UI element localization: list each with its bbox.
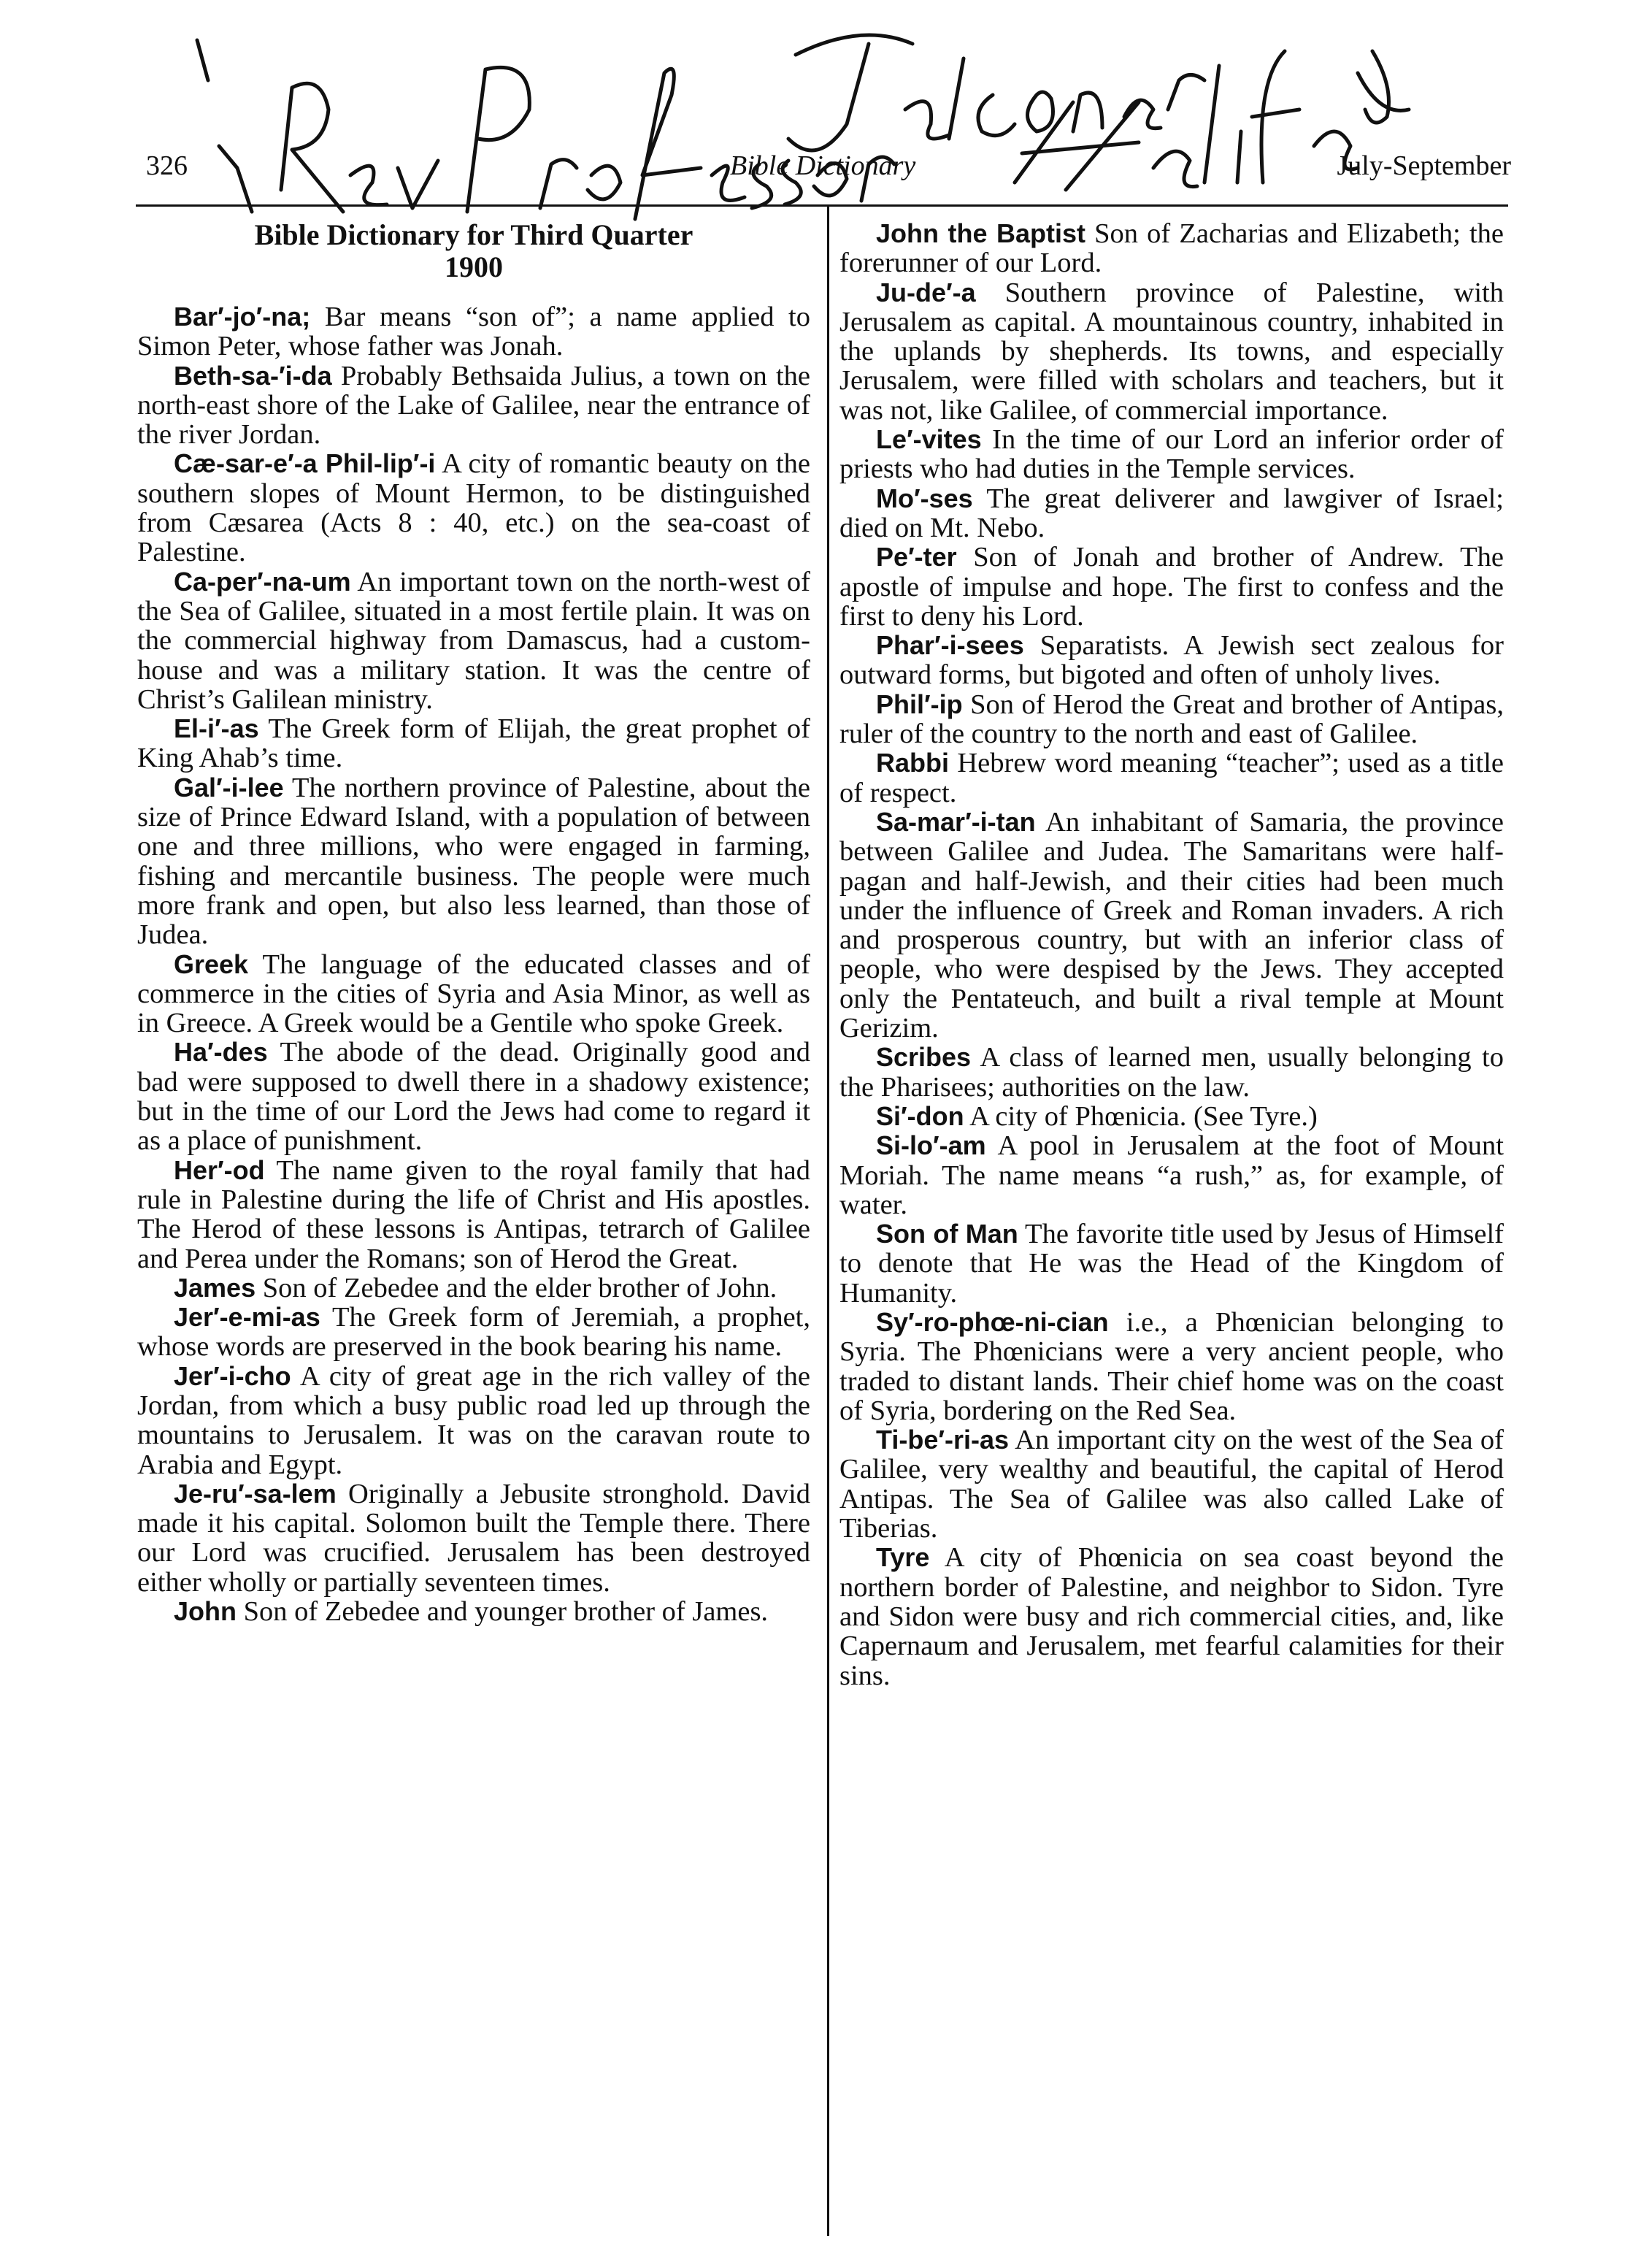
entry-headword: Bar′-jo′-na; xyxy=(174,302,311,332)
dictionary-entry xyxy=(137,302,810,361)
running-header xyxy=(146,150,1511,194)
entry-headword: Beth-sa-′i-da xyxy=(174,360,332,391)
dictionary-entry xyxy=(839,1543,1504,1690)
dictionary-entry xyxy=(839,484,1504,543)
right-column xyxy=(839,219,1504,1690)
entry-headword: Jer′-e-mi-as xyxy=(174,1302,320,1333)
entry-headword: Gal′-i-lee xyxy=(174,772,284,802)
dictionary-entry xyxy=(137,567,810,714)
dictionary-entry xyxy=(839,278,1504,425)
document-title-year: 1900 xyxy=(445,250,503,283)
dictionary-entry xyxy=(137,1362,810,1479)
entry-definition: A class of learned men, usually belonging to the Pharisees; authorities on the law. xyxy=(839,1042,1504,1103)
entry-headword: John the Baptist xyxy=(876,218,1085,248)
entry-headword: Tyre xyxy=(876,1542,930,1573)
running-title: Bible Dictionary xyxy=(730,150,916,181)
right-entries xyxy=(839,219,1504,1690)
entry-headword: Ha′-des xyxy=(174,1037,268,1068)
dictionary-entry xyxy=(839,425,1504,484)
entry-headword: Greek xyxy=(174,949,249,979)
entry-headword: James xyxy=(174,1272,256,1303)
dictionary-entry xyxy=(839,631,1504,690)
left-entries xyxy=(137,302,810,1626)
left-column xyxy=(137,219,810,1626)
page-number: 326 xyxy=(146,150,188,181)
entry-definition: Originally a Jebusite stronghold. David made it his capital. Solomon built the Temple there. There our Lord was crucified. Jerusalem has been destroyed either wholly or partially seventeen times. xyxy=(137,1478,811,1598)
dictionary-entry xyxy=(839,219,1504,278)
entry-definition: Separatists. A Jewish sect zealous for outward forms, but bigoted and often of unholy lives. xyxy=(839,630,1504,691)
entry-headword: Jer′-i-cho xyxy=(174,1360,291,1391)
dictionary-entry xyxy=(839,1425,1504,1543)
entry-definition: Bar means “son of”; a name applied to Simon Peter, whose father was Jonah. xyxy=(137,302,810,362)
entry-definition: Southern province of Palestine, with Jerusalem as capital. A mountainous country, inhabited in the uplands by shepherds. Its towns, and especially Jerusalem, were filled with scholars and teachers, but it was not, like Galilee, of commercial importance. xyxy=(839,277,1504,426)
dictionary-entry xyxy=(137,773,810,950)
entry-definition: A city of great age in the rich valley of the Jordan, from which a busy public road led up through the mountains to Jerusalem. It was on the caravan route to Arabia and Egypt. xyxy=(137,1360,810,1480)
entry-definition: An inhabitant of Samaria, the province between Galilee and Judea. The Samaritans were half-pagan and half-Jewish, and their cities had been much under the influence of Greek and Roman invaders. A rich and prosperous country, but with an inferior class of people, who were despised by the Jews. They accepted only the Pentateuch, and built a rival temple at Mount Gerizim. xyxy=(839,806,1504,1044)
entry-headword: Ti-be′-ri-as xyxy=(876,1425,1010,1455)
entry-headword: Rabbi xyxy=(876,748,950,778)
entry-definition: The northern province of Palestine, about the size of Prince Edward Island, with a population of between one and three millions, who were engaged in farming, fishing and mercantile business. The people were much more frank and open, but also less learned, than those of Judea. xyxy=(137,772,810,951)
entry-definition: Son of Zacharias and Elizabeth; the forerunner of our Lord. xyxy=(839,218,1504,279)
dictionary-entry xyxy=(137,1597,810,1626)
entry-definition: Son of Zebedee and younger brother of James. xyxy=(243,1596,769,1628)
dictionary-entry xyxy=(839,1308,1504,1425)
dictionary-entry xyxy=(137,449,810,567)
entry-definition: The abode of the dead. Originally good and bad were supposed to dwell there in a shadowy existence; but in the time of our Lord the Jews had come to regard it as a place of punishment. xyxy=(137,1037,810,1157)
dictionary-entry xyxy=(137,1273,810,1303)
entry-definition: A city of romantic beauty on the southern slopes of Mount Hermon, to be distinguished from Cæsarea (Acts 8 : 40, etc.) on the sea-coast of Palestine. xyxy=(137,448,810,568)
column-divider xyxy=(827,206,829,2236)
document-title-line1: Bible Dictionary for Third Quarter xyxy=(254,218,693,251)
dictionary-entry xyxy=(137,1479,810,1597)
entry-definition: A city of Phœnicia on sea coast beyond the northern border of Palestine, and neighbor to Sidon. Tyre and Sidon were busy and rich commercial cities, and, like Capernaum and Jerusalem, met fearful calamities for their sins. xyxy=(839,1542,1504,1691)
entry-headword: Her′-od xyxy=(174,1154,265,1185)
dictionary-entry xyxy=(137,1303,810,1362)
entry-headword: Mo′-ses xyxy=(876,483,973,513)
entry-headword: Cæ-sar-e′-a Phil-lip′-i xyxy=(174,448,436,479)
entry-definition: The great deliverer and lawgiver of Israel; died on Mt. Nebo. xyxy=(839,483,1504,543)
entry-definition: The Greek form of Jeremiah, a prophet, whose words are preserved in the book bearing his name. xyxy=(137,1302,810,1363)
entry-definition: A pool in Jerusalem at the foot of Mount Moriah. The name means “a rush,” as, for example, of water. xyxy=(839,1130,1504,1220)
entry-definition: The favorite title used by Jesus of Himself to denote that He was the Head of the Kingdom of Humanity. xyxy=(839,1219,1504,1309)
dictionary-entry xyxy=(137,950,810,1038)
entry-headword: Son of Man xyxy=(876,1219,1018,1249)
entry-definition: The Greek form of Elijah, the great prophet of King Ahab’s time. xyxy=(137,713,810,774)
header-rule xyxy=(136,204,1508,207)
entry-definition: An important city on the west of the Sea of Galilee, very wealthy and beautiful, the capital of Herod Antipas. The Sea of Galilee was also called Lake of Tiberias. xyxy=(839,1425,1504,1544)
entry-headword: Ca-per′-na-um xyxy=(174,566,351,597)
entry-headword: John xyxy=(174,1596,237,1627)
entry-headword: Scribes xyxy=(876,1042,972,1073)
entry-definition: An important town on the north-west of the Sea of Galilee, situated in a most fertile plain. It was on the commercial highway from Damascus, had a custom-house and was a military station. It was the centre of Christ’s Galilean ministry. xyxy=(137,566,810,715)
entry-definition: Son of Jonah and brother of Andrew. The apostle of impulse and hope. The first to confess and the first to deny his Lord. xyxy=(839,542,1504,632)
dictionary-entry xyxy=(839,808,1504,1043)
entry-headword: Si-lo′-am xyxy=(876,1130,986,1161)
entry-headword: Je-ru′-sa-lem xyxy=(174,1478,337,1509)
dictionary-entry xyxy=(839,1043,1504,1102)
entry-headword: Sa-mar′-i-tan xyxy=(876,806,1036,837)
entry-definition: The language of the educated classes and of commerce in the cities of Syria and Asia Minor, as well as in Greece. A Greek would be a Gentile who spoke Greek. xyxy=(137,949,810,1039)
entry-definition: i.e., a Phœnician belonging to Syria. The Phœnicians were a very ancient people, who traded to distant lands. Their chief home was on the coast of Syria, bordering on the Red Sea. xyxy=(839,1306,1504,1426)
entry-definition: Hebrew word meaning “teacher”; used as a title of respect. xyxy=(839,748,1504,808)
entry-headword: El-i′-as xyxy=(174,713,259,744)
entry-definition: A city of Phœnicia. (See Tyre.) xyxy=(969,1100,1318,1132)
dictionary-entry xyxy=(137,361,810,450)
dictionary-entry xyxy=(839,690,1504,749)
document-title xyxy=(137,219,810,283)
dictionary-entry xyxy=(839,1131,1504,1219)
dictionary-entry xyxy=(137,1038,810,1155)
entry-definition: Son of Zebedee and the elder brother of John. xyxy=(262,1272,777,1303)
entry-headword: Ju-de′-a xyxy=(876,277,976,307)
running-date-range: July-September xyxy=(1337,150,1511,181)
entry-headword: Sy′-ro-phœ-ni-cian xyxy=(876,1306,1109,1337)
entry-definition: Son of Herod the Great and brother of Antipas, ruler of the country to the north and east of Galilee. xyxy=(839,689,1504,750)
dictionary-entry xyxy=(137,714,810,773)
dictionary-entry xyxy=(839,1219,1504,1308)
entry-definition: Probably Bethsaida Julius, a town on the north-east shore of the Lake of Galilee, near the entrance of the river Jordan. xyxy=(137,360,810,451)
dictionary-entry xyxy=(839,748,1504,808)
entry-headword: Phar′-i-sees xyxy=(876,630,1024,661)
dictionary-entry xyxy=(839,543,1504,631)
entry-headword: Phil′-ip xyxy=(876,689,963,719)
entry-headword: Pe′-ter xyxy=(876,542,957,572)
entry-headword: Le′-vites xyxy=(876,424,982,455)
dictionary-entry xyxy=(839,1102,1504,1131)
entry-headword: Si′-don xyxy=(876,1100,964,1131)
dictionary-entry xyxy=(137,1156,810,1273)
entry-definition: The name given to the royal family that had rule in Palestine during the life of Christ and His apostles. The Herod of these lessons is Antipas, tetrarch of Galilee and Perea under the Romans; son of Herod the Great. xyxy=(137,1154,810,1274)
entry-definition: In the time of our Lord an inferior order of priests who had duties in the Temple services. xyxy=(839,424,1504,485)
